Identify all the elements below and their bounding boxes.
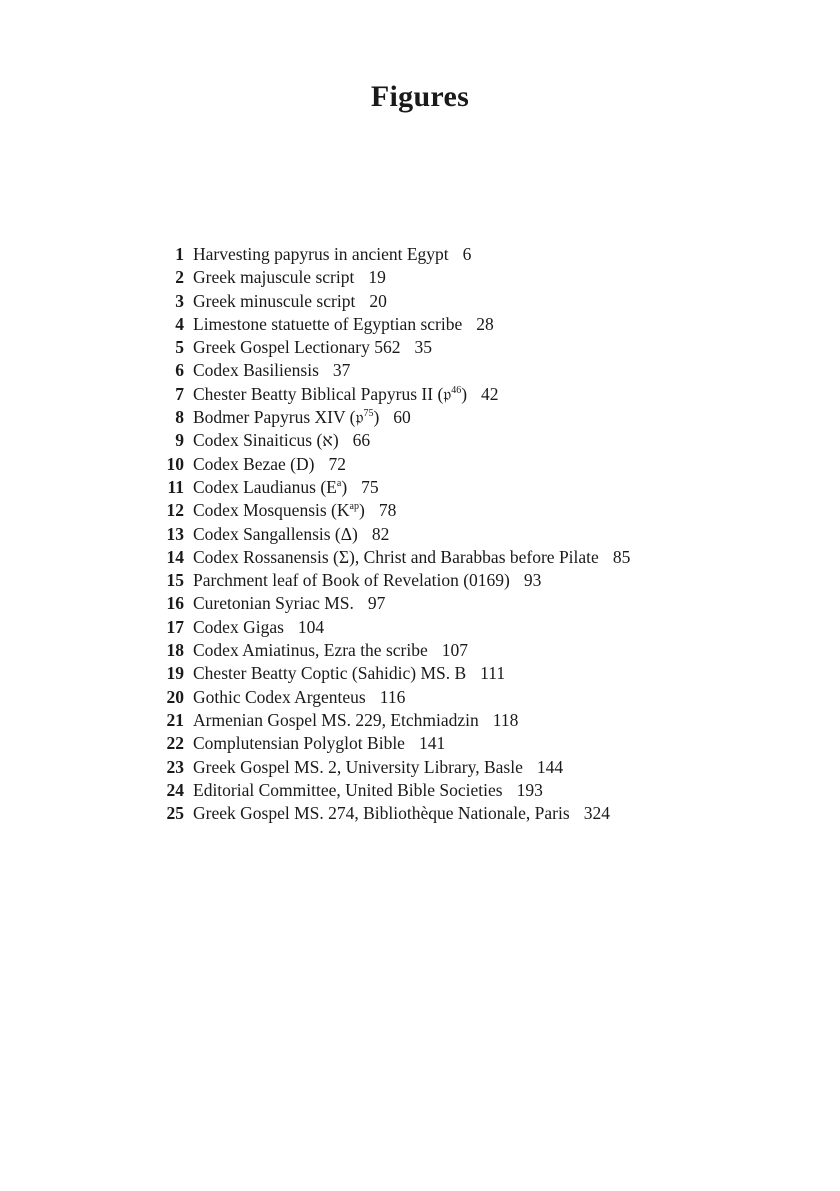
- figure-page-number: 37: [332, 360, 351, 381]
- figure-caption: Chester Beatty Coptic (Sahidic) MS. B: [193, 663, 467, 684]
- figure-caption: Bodmer Papyrus XIV (𝔭: [193, 407, 364, 428]
- figure-caption: Greek majuscule script: [193, 267, 355, 288]
- figure-page-number: 75: [361, 476, 379, 497]
- figure-caption-suffix: ): [341, 476, 348, 497]
- figure-entry: [160, 523, 800, 546]
- figure-number: 25: [166, 803, 184, 824]
- figure-caption-suffix: ): [358, 500, 365, 521]
- figure-page-number: 28: [476, 313, 494, 334]
- figure-entry: [160, 429, 800, 452]
- figure-entry: [160, 546, 800, 569]
- figure-number: 19: [166, 663, 184, 684]
- figure-entry: [160, 709, 800, 732]
- figure-entry: [160, 313, 800, 336]
- figure-page-number: 116: [379, 686, 406, 707]
- figure-number: 21: [166, 709, 184, 730]
- figure-page-number: 82: [371, 523, 390, 544]
- figure-number: 3: [175, 290, 184, 311]
- figure-page-number: 72: [328, 453, 346, 474]
- figure-number: 6: [175, 360, 184, 381]
- figure-number: 14: [166, 546, 184, 567]
- figure-caption: Editorial Committee, United Bible Societies: [193, 779, 503, 800]
- figure-caption: Gothic Codex Argenteus: [193, 686, 366, 707]
- figure-caption: Codex Bezae (D): [193, 453, 315, 474]
- figure-page-number: 111: [480, 663, 506, 684]
- figure-entry: [160, 779, 800, 802]
- figure-entry: [160, 359, 800, 382]
- page-title: Figures: [370, 80, 470, 113]
- figure-entry: [160, 290, 800, 313]
- figure-caption-superscript: ap: [349, 501, 359, 513]
- figure-page-number: 60: [393, 407, 411, 428]
- figure-entry: [160, 756, 800, 779]
- figure-caption-suffix: ): [461, 383, 468, 404]
- figure-number: 2: [175, 267, 184, 288]
- figure-caption: Greek Gospel MS. 2, University Library, Basle: [193, 756, 523, 777]
- figure-entry: [160, 592, 800, 615]
- figure-entry: [160, 243, 800, 266]
- figure-page-number: 141: [418, 733, 446, 754]
- figure-list: [160, 243, 800, 825]
- figure-caption: Complutensian Polyglot Bible: [193, 733, 405, 754]
- figure-caption: Curetonian Syriac MS.: [193, 593, 354, 614]
- figure-number: 11: [167, 476, 184, 497]
- figure-page-number: 104: [297, 616, 325, 637]
- figure-entry: [160, 476, 800, 499]
- figure-number: 10: [166, 453, 184, 474]
- figure-number: 18: [166, 640, 184, 661]
- figure-caption-superscript: a: [336, 477, 342, 489]
- figure-page-number: 42: [481, 383, 499, 404]
- figure-caption: Parchment leaf of Book of Revelation (0169): [193, 570, 510, 591]
- figure-entry: [160, 802, 800, 825]
- figure-entry: [160, 453, 800, 476]
- figure-number: 5: [175, 337, 184, 358]
- figure-page-number: 118: [492, 709, 519, 730]
- figure-page-number: 6: [462, 244, 472, 264]
- figure-entry: [160, 616, 800, 639]
- figure-caption: Codex Mosquensis (K: [193, 500, 350, 521]
- figure-page-number: 97: [367, 593, 386, 614]
- figure-number: 4: [175, 313, 184, 334]
- figure-caption-suffix: ): [373, 407, 380, 428]
- figure-caption-superscript: 46: [451, 384, 462, 396]
- figure-caption: Codex Basiliensis: [193, 360, 319, 381]
- figure-caption: Greek minuscule script: [193, 290, 356, 311]
- figure-caption-superscript: 75: [363, 408, 374, 420]
- figure-caption: Codex Sinaiticus (א): [193, 430, 339, 451]
- figure-caption: Codex Amiatinus, Ezra the scribe: [193, 640, 428, 661]
- figure-number: 23: [166, 756, 184, 777]
- figure-number: 22: [166, 733, 184, 754]
- figure-number: 15: [166, 570, 184, 591]
- figure-number: 9: [175, 430, 184, 451]
- figure-caption: Chester Beatty Biblical Papyrus II (𝔭: [193, 383, 452, 404]
- figure-caption: Codex Sangallensis (Δ): [193, 523, 358, 544]
- figure-caption: Harvesting papyrus in ancient Egypt: [193, 244, 449, 264]
- figure-page-number: 78: [378, 500, 397, 521]
- figure-entry: [160, 662, 800, 685]
- figure-entry: [160, 406, 800, 429]
- figure-entry: [160, 383, 800, 406]
- figure-number: 7: [175, 383, 184, 404]
- figure-page-number: 324: [583, 803, 610, 824]
- figure-page-number: 19: [368, 267, 386, 288]
- figure-page-number: 66: [352, 430, 371, 451]
- figure-caption: Codex Gigas: [193, 616, 284, 637]
- figure-entry: [160, 732, 800, 755]
- figure-page-number: 144: [536, 756, 564, 777]
- figure-number: 8: [175, 407, 184, 428]
- figure-page-number: 35: [414, 337, 432, 358]
- figure-entry: [160, 499, 800, 522]
- figure-caption: Greek Gospel MS. 274, Bibliothèque Nationale, Paris: [193, 803, 570, 824]
- figure-entry: [160, 639, 800, 662]
- figure-number: 16: [166, 593, 184, 614]
- figure-number: 1: [175, 244, 184, 264]
- figure-page-number: 20: [369, 290, 387, 311]
- figure-entry: [160, 569, 800, 592]
- figure-caption: Armenian Gospel MS. 229, Etchmiadzin: [193, 709, 479, 730]
- figure-caption: Greek Gospel Lectionary 562: [193, 337, 401, 358]
- figure-entry: [160, 686, 800, 709]
- figure-number: 24: [166, 779, 184, 800]
- figure-number: 20: [166, 686, 184, 707]
- figure-number: 12: [166, 500, 184, 521]
- figure-caption: Limestone statuette of Egyptian scribe: [193, 313, 463, 334]
- figure-page-number: 85: [612, 546, 631, 567]
- figure-number: 17: [166, 616, 184, 637]
- figure-number: 13: [166, 523, 184, 544]
- figure-entry: [160, 266, 800, 289]
- figure-page-number: 107: [441, 640, 468, 661]
- figure-page-number: 193: [516, 779, 543, 800]
- figure-caption: Codex Rossanensis (Σ), Christ and Barabbas before Pilate: [193, 546, 599, 567]
- figure-entry: [160, 336, 800, 359]
- figure-page-number: 93: [523, 570, 542, 591]
- figure-caption: Codex Laudianus (E: [193, 476, 337, 497]
